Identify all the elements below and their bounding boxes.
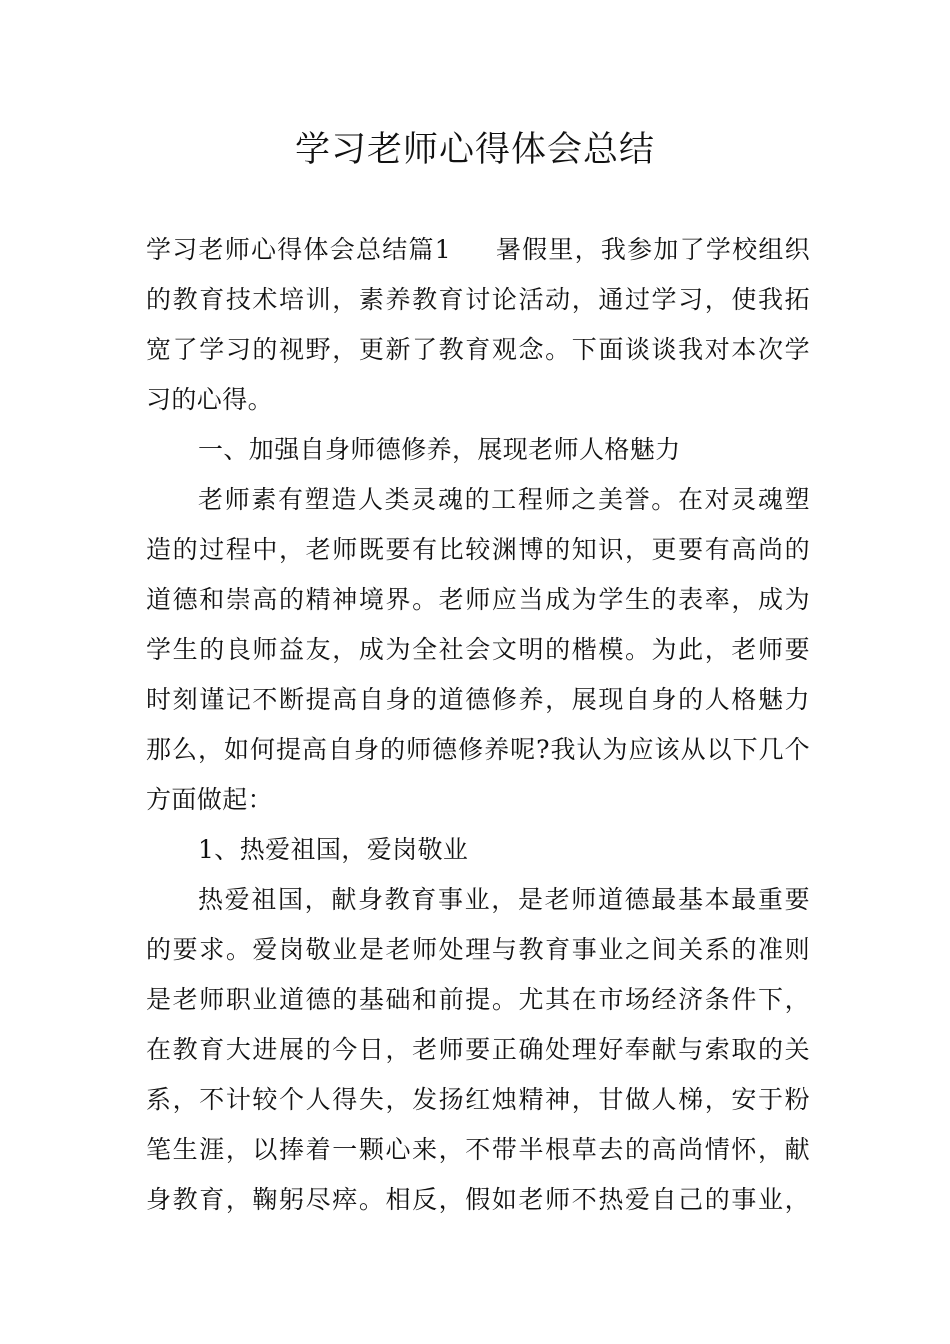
paragraph-line: 时刻谨记不断提高自身的道德修养，展现自身的人格魅力 — [146, 685, 810, 714]
line-text-tail: 暑假里，我参加了学校组织 — [495, 235, 810, 264]
paragraph-line: 系，不计较个人得失，发扬红烛精神，甘做人梯，安于粉 — [146, 1085, 810, 1114]
paragraph-line: 热爱祖国，献身教育事业，是老师道德最基本最重要 — [198, 885, 810, 914]
paragraph-line: 习的心得。 — [146, 385, 274, 414]
paragraph-line: 道德和崇高的精神境界。老师应当成为学生的表率，成为 — [146, 585, 810, 614]
paragraph-line: 是老师职业道德的基础和前提。尤其在市场经济条件下， — [146, 985, 810, 1014]
paragraph-line: 造的过程中，老师既要有比较渊博的知识，更要有高尚的 — [146, 535, 810, 564]
paragraph-line: 宽了学习的视野，更新了教育观念。下面谈谈我对本次学 — [146, 335, 810, 364]
paragraph-line: 学生的良师益友，成为全社会文明的楷模。为此，老师要 — [146, 635, 810, 664]
paragraph-line: 在教育大进展的今日，老师要正确处理好奉献与索取的关 — [146, 1035, 810, 1064]
subsection-heading: 1、热爱祖国，爱岗敬业 — [198, 835, 469, 864]
paragraph-line: 笔生涯，以捧着一颗心来，不带半根草去的高尚情怀，献 — [146, 1135, 810, 1164]
section-heading: 一、加强自身师德修养，展现老师人格魅力 — [198, 435, 681, 464]
paragraph-line: 老师素有塑造人类灵魂的工程师之美誉。在对灵魂塑 — [198, 485, 810, 514]
paragraph-line: 的要求。爱岗敬业是老师处理与教育事业之间关系的准则 — [146, 935, 810, 964]
document-title: 学习老师心得体会总结 — [294, 130, 655, 170]
paragraph-line: 的教育技术培训，素养教育讨论活动，通过学习，使我拓 — [146, 285, 810, 314]
line-text: 学习老师心得体会总结篇1 — [146, 235, 452, 264]
paragraph-line: 那么，如何提高自身的师德修养呢?我认为应该从以下几个 — [146, 735, 810, 764]
paragraph-line: 方面做起： — [146, 785, 274, 814]
document-body — [146, 225, 810, 1225]
paragraph-line — [146, 225, 810, 275]
paragraph-line: 身教育，鞠躬尽瘁。相反，假如老师不热爱自己的事业， — [146, 1185, 810, 1214]
